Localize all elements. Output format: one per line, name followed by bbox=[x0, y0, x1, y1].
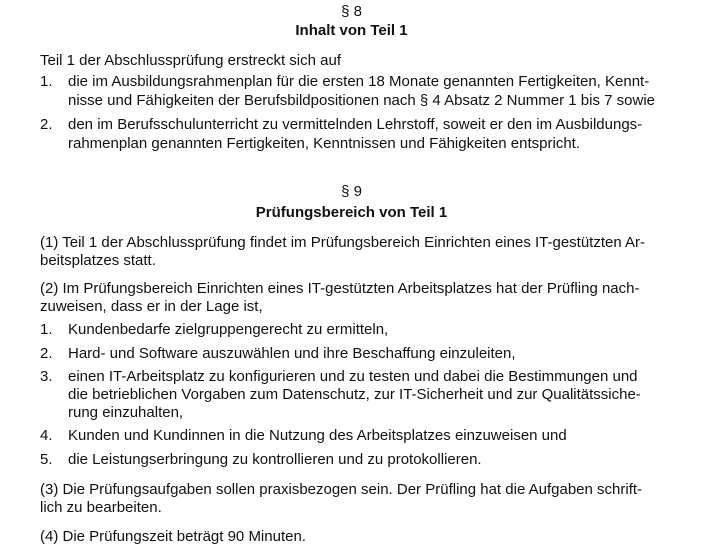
paragraph-line: lich zu bearbeiten. bbox=[40, 499, 162, 516]
list-text-line: den im Berufsschulunterricht zu vermittelnden Lehrstoff, soweit er den im Ausbildungs- bbox=[68, 116, 643, 133]
list-text-line: Kunden und Kundinnen in die Nutzung des Arbeitsplatzes einzuweisen und bbox=[68, 427, 567, 444]
paragraph-line: (4) Die Prüfungszeit beträgt 90 Minuten. bbox=[40, 528, 306, 545]
list-number: 4. bbox=[40, 427, 53, 444]
section-8-title: Inhalt von Teil 1 bbox=[295, 22, 408, 39]
list-number: 1. bbox=[40, 321, 53, 338]
list-text-line: rahmenplan genannten Fertigkeiten, Kenntnissen und Fähigkeiten entspricht. bbox=[68, 135, 580, 152]
list-text-line: rung einzuhalten, bbox=[68, 404, 184, 421]
list-number: 2. bbox=[40, 116, 53, 133]
paragraph-line: beitsplatzes statt. bbox=[40, 252, 156, 269]
paragraph-line: (2) Im Prüfungsbereich Einrichten eines IT-gestützten Arbeitsplatzes hat der Prüfling nach- bbox=[40, 280, 640, 297]
list-text-line: die betrieblichen Vorgaben zum Datenschutz, zur IT-Sicherheit und zur Qualitätssiche- bbox=[68, 386, 641, 403]
paragraph-line: zuweisen, dass er in der Lage ist, bbox=[40, 298, 263, 315]
list-text-line: Kundenbedarfe zielgruppengerecht zu ermitteln, bbox=[68, 321, 389, 338]
list-text-line: Hard- und Software auszuwählen und ihre Beschaffung einzuleiten, bbox=[68, 345, 516, 362]
section-8-intro: Teil 1 der Abschlussprüfung erstreckt sich auf bbox=[40, 52, 341, 69]
section-8-heading: § 8 bbox=[341, 3, 362, 20]
list-text-line: die Leistungserbringung zu kontrollieren und zu protokollieren. bbox=[68, 451, 482, 468]
list-number: 1. bbox=[40, 73, 53, 90]
section-9-heading: § 9 bbox=[341, 183, 362, 200]
list-text-line: die im Ausbildungsrahmenplan für die ersten 18 Monate genannten Fertigkeiten, Kennt- bbox=[68, 73, 650, 90]
section-9-title: Prüfungsbereich von Teil 1 bbox=[255, 204, 448, 221]
list-number: 3. bbox=[40, 368, 53, 385]
paragraph-line: (1) Teil 1 der Abschlussprüfung findet im Prüfungsbereich Einrichten eines IT-gestützten Ar- bbox=[40, 234, 646, 251]
list-number: 2. bbox=[40, 345, 53, 362]
list-text-line: nisse und Fähigkeiten der Berufsbildpositionen nach § 4 Absatz 2 Nummer 1 bis 7 sowie bbox=[68, 92, 655, 109]
list-text-line: einen IT-Arbeitsplatz zu konfigurieren und zu testen und dabei die Bestimmungen und bbox=[68, 368, 638, 385]
paragraph-line: (3) Die Prüfungsaufgaben sollen praxisbezogen sein. Der Prüfling hat die Aufgaben schrift- bbox=[40, 481, 643, 498]
list-number: 5. bbox=[40, 451, 53, 468]
